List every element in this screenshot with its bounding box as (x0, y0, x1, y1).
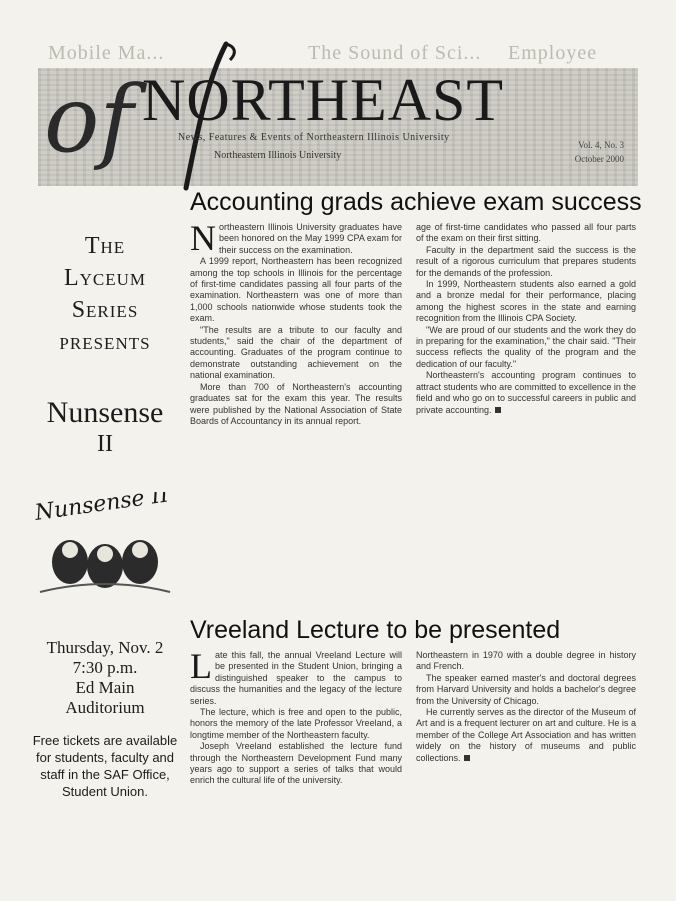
masthead-ghost-left: Mobile Ma... (48, 42, 165, 64)
article-paragraph (190, 222, 402, 256)
article-paragraph: The lecture, which is free and open to the public, honors the memory of the late Professor Vreeland, a longtime member of the Northeastern faculty. (190, 707, 402, 740)
end-of-story-icon (495, 407, 501, 413)
article-column (416, 222, 636, 616)
event-venue: Ed Main (75, 678, 135, 697)
paragraph-text: ortheastern Illinois University graduates have been honored on the May 1999 CPA exam for their success on the examination. (219, 222, 402, 255)
article-paragraph: "We are proud of our students and the work they do in preparing for the examination," the chair said. "Their success reflects the quality of the program and the dedication of our faculty." (416, 324, 636, 369)
article-paragraph: "The results are a tribute to our faculty and students," said the chair of the department of accounting. Graduates of the program continue to demonstrate outstanding achievement on the national examination. (190, 324, 402, 381)
series-line: Series (71, 297, 139, 323)
ticket-info: Free tickets are available for students, faculty and staff in the SAF Office, Student Union. (32, 733, 178, 799)
article-column (416, 650, 636, 886)
event-time: 7:30 p.m. (72, 658, 138, 677)
article-paragraph (416, 707, 636, 764)
drop-cap: L (190, 650, 212, 686)
drop-cap: N (190, 222, 216, 258)
logo-swash: of (44, 66, 134, 173)
article-paragraph: The speaker earned master's and doctoral degrees from Harvard University and holds a bachelor's degree from the University of Chicago. (416, 672, 636, 706)
masthead-subtitle: News, Features & Events of Northeastern Illinois University (178, 132, 450, 143)
end-of-story-icon (464, 755, 470, 761)
series-line: The (84, 233, 126, 259)
lyceum-sidebar (26, 230, 184, 800)
article-headline: Vreeland Lecture to be presented (190, 616, 561, 644)
article-paragraph: age of first-time candidates who passed all four parts of the exam on their first sitting. (416, 222, 636, 244)
event-date: Thursday, Nov. 2 (46, 638, 164, 657)
article-paragraph: Faculty in the department said the success is the result of a rigorous curriculum that prepares students for the demands of the profession. (416, 244, 636, 278)
article-paragraph (190, 650, 402, 707)
nuns-illustration-icon (30, 492, 180, 604)
paragraph-text: ate this fall, the annual Vreeland Lecture will be presented in the Student Union, bringing a distinguished speaker to the campus to discuss the humanities and the legacy of the lecture series. (190, 650, 402, 706)
masthead-ghost-center: The Sound of Sci... (308, 42, 482, 64)
article-column (190, 222, 402, 616)
masthead-ghost-right: Employee (508, 42, 598, 64)
article-paragraph (416, 370, 636, 416)
show-number: II (97, 431, 113, 457)
event-venue: Auditorium (65, 698, 145, 717)
masthead-issue (575, 138, 624, 166)
article-paragraph: More than 700 of Northeastern's accounting graduates sat for the exam this year. The results were published by the National Association of State Boards of Accountancy in its annual report. (190, 381, 402, 426)
nunsense-poster-image (30, 492, 180, 604)
article-paragraph: In 1999, Northeastern students also earned a gold and a bronze medal for their performance, placing among the highest scores in the state and earning recognition from the Illinois CPA Society. (416, 279, 636, 324)
article-column (190, 650, 402, 886)
event-details (26, 638, 184, 718)
series-line: Lyceum (63, 265, 147, 291)
masthead (38, 38, 638, 178)
masthead-title: NORTHEAST (142, 67, 505, 133)
article-paragraph: A 1999 report, Northeastern has been recognized among the top schools in Illinois for the percentage of first-time candidates passing all four parts of the examination. Northeastern was one of more than 1,000 schools nationwide whose students took the exam. (190, 256, 402, 324)
article-paragraph: Northeastern in 1970 with a double degree in history and French. (416, 650, 636, 672)
show-title: Nunsense (46, 396, 164, 429)
issue-volume: Vol. 4, No. 3 (578, 140, 624, 150)
article-paragraph: Joseph Vreeland established the lecture fund through the Northeastern Development Fund many years ago to support a series of talks that would enrich the cultural life of the university. (190, 741, 402, 786)
masthead-university: Northeastern Illinois University (214, 150, 342, 161)
poster-logo-text: Nunsense II (33, 492, 171, 526)
article-headline: Accounting grads achieve exam success (190, 188, 642, 216)
issue-date: October 2000 (574, 154, 624, 164)
paragraph-text: He currently serves as the director of the Museum of Art and is a frequent lecturer on art and culture. He is a member of the College Art Association and has written widely on the history of museums and public collections. (416, 707, 636, 763)
paragraph-text: Northeastern's accounting program continues to attract students who are committed to excellence in the field and who go on to successful careers in public and private accounting. (416, 370, 636, 415)
series-line: presents (59, 329, 151, 355)
